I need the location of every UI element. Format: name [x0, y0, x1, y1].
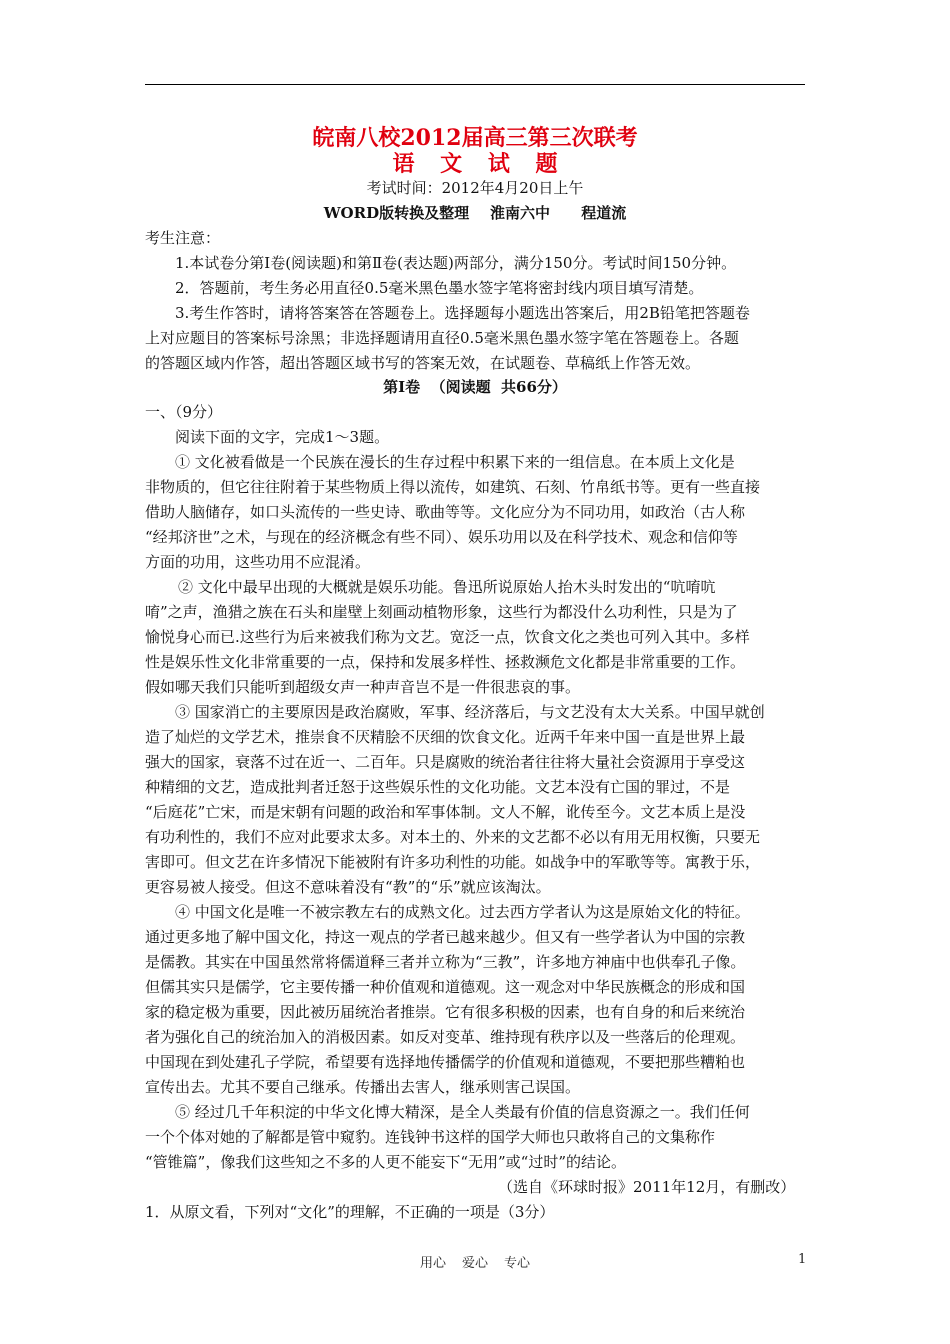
- passage-line: 但儒其实只是儒学，它主要传播一种价值观和道德观。这一观念对中华民族概念的形成和国: [145, 978, 746, 996]
- passage-line: 宣传出去。尤其不要自己继承。传播出去害人，继承则害己误国。: [145, 1078, 581, 1096]
- passage-source: （选自《环球时报》2011年12月，有删改）: [498, 1178, 796, 1196]
- passage-line: “管锥篇”，像我们这些知之不多的人更不能妄下“无用”或“过时”的结论。: [145, 1153, 627, 1171]
- notice-line: 上对应题目的答案标号涂黑；非选择题请用直径0.5毫米黑色墨水签字笔在答题卷上。各题: [145, 329, 739, 347]
- passage-line: 中国现在到处建孔子学院，希望要有选择地传播儒学的价值观和道德观，不要把那些糟粕也: [145, 1053, 746, 1071]
- passage-line: 造了灿烂的文学艺术，推崇食不厌精脍不厌细的饮食文化。近两千年来中国一直是世界上最: [145, 728, 746, 746]
- passage-line: 通过更多地了解中国文化，持这一观点的学者已越来越少。但又有一些学者认为中国的宗教: [145, 928, 746, 946]
- passage-line: 唷”之声，渔猎之族在石头和崖壁上刻画动植物形象，这些行为都没什么功利性，只是为了: [145, 603, 738, 621]
- notice-line: 2．答题前，考生务必用直径0.5毫米黑色墨水签字笔将密封线内项目填写清楚。: [175, 279, 704, 297]
- passage-line: ④ 中国文化是唯一不被宗教左右的成熟文化。过去西方学者认为这是原始文化的特征。: [175, 903, 750, 921]
- passage-line: 更容易被人接受。但这不意味着没有“教”的“乐”就应该淘汰。: [145, 878, 551, 896]
- notice-line: 3.考生作答时，请将答案答在答题卷上。选择题每小题选出答案后，用2B铅笔把答题卷: [175, 304, 750, 322]
- document-subtitle: 语 文 试 题: [392, 151, 558, 177]
- passage-line: 是儒教。其实在中国虽然常将儒道释三者并立称为“三教”，许多地方神庙中也供奉孔子像。: [145, 953, 746, 971]
- passage-line: ① 文化被看做是一个民族在漫长的生存过程中积累下来的一组信息。在本质上文化是: [175, 453, 735, 471]
- header-rule: [145, 84, 805, 85]
- passage-line: “经邦济世”之术，与现在的经济概念有些不同）、娱乐功用以及在科学技术、观念和信仰等: [145, 528, 738, 546]
- footer-motto-1: 用心: [420, 1256, 447, 1271]
- passage-line: 害即可。但文艺在许多情况下能被附有许多功利性的功能。如战争中的军歌等等。寓教于乐，: [145, 853, 761, 871]
- passage-line: 种精细的文艺，造成批判者迁怒于这些娱乐性的文化功能。文艺本没有亡国的罪过，不是: [145, 778, 731, 796]
- passage-line: ② 文化中最早出现的大概就是娱乐功能。鲁迅所说原始人抬木头时发出的“吭唷吭: [178, 578, 716, 596]
- exam-time: 考试时间：2012年4月20日上午: [366, 179, 584, 197]
- passage-line: ③ 国家消亡的主要原因是政治腐败，军事、经济落后，与文艺没有太大关系。中国早就创: [175, 703, 765, 721]
- footer-motto-3: 专心: [504, 1256, 531, 1271]
- document-title: 皖南八校2012届高三第三次联考: [312, 125, 638, 151]
- passage-line: 非物质的，但它往往附着于某些物质上得以流传，如建筑、石刻、竹帛纸书等。更有一些直接: [145, 478, 761, 496]
- notice-heading: 考生注意：: [145, 229, 221, 247]
- section-heading: 第Ⅰ卷 （阅读题 共66分）: [383, 378, 567, 396]
- passage-line: 有功利性的，我们不应对此要求太多。对本土的、外来的文艺都不必以有用无用权衡，只要无: [145, 828, 761, 846]
- passage-line: 方面的功用，这些功用不应混淆。: [145, 553, 371, 571]
- passage-line: 者为强化自己的统治加入的消极因素。如反对变革、维持现有秩序以及一些落后的伦理观。: [145, 1028, 746, 1046]
- footer-motto-2: 爱心: [462, 1256, 489, 1271]
- credit-line: WORD版转换及整理 淮南六中 程道流: [323, 204, 627, 222]
- part-label: 一、（9分）: [145, 403, 223, 421]
- passage-line: 借助人脑储存，如口头流传的一些史诗、歌曲等等。文化应分为不同功用，如政治（古人称: [145, 503, 746, 521]
- question-1: 1．从原文看，下列对“文化”的理解，不正确的一项是（3分）: [145, 1203, 555, 1221]
- passage-line: 假如哪天我们只能听到超级女声一种声音岂不是一件很悲哀的事。: [145, 678, 581, 696]
- passage-line: 性是娱乐性文化非常重要的一点，保持和发展多样性、拯救濒危文化都是非常重要的工作。: [145, 653, 746, 671]
- instruction-text: 阅读下面的文字，完成1～3题。: [175, 428, 390, 446]
- passage-line: 愉悦身心而已.这些行为后来被我们称为文艺。宽泛一点，饮食文化之类也可列入其中。多样: [145, 628, 750, 646]
- notice-line: 1.本试卷分第Ⅰ卷(阅读题)和第Ⅱ卷(表达题)两部分，满分150分。考试时间150分钟。: [175, 254, 737, 272]
- passage-line: “后庭花”亡宋，而是宋朝有问题的政治和军事体制。文人不解，讹传至今。文艺本质上是没: [145, 803, 746, 821]
- page-number: 1: [798, 1252, 807, 1267]
- passage-line: 一个个体对她的了解都是管中窥豹。连钱钟书这样的国学大师也只敢将自己的文集称作: [145, 1128, 716, 1146]
- passage-line: 家的稳定极为重要，因此被历届统治者推崇。它有很多积极的因素，也有自身的和后来统治: [145, 1003, 746, 1021]
- passage-line: ⑤ 经过几千年积淀的中华文化博大精深，是全人类最有价值的信息资源之一。我们任何: [175, 1103, 750, 1121]
- notice-line: 的答题区域内作答，超出答题区域书写的答案无效，在试题卷、草稿纸上作答无效。: [145, 354, 701, 372]
- passage-line: 强大的国家，衰落不过在近一、二百年。只是腐败的统治者往往将大量社会资源用于享受这: [145, 753, 746, 771]
